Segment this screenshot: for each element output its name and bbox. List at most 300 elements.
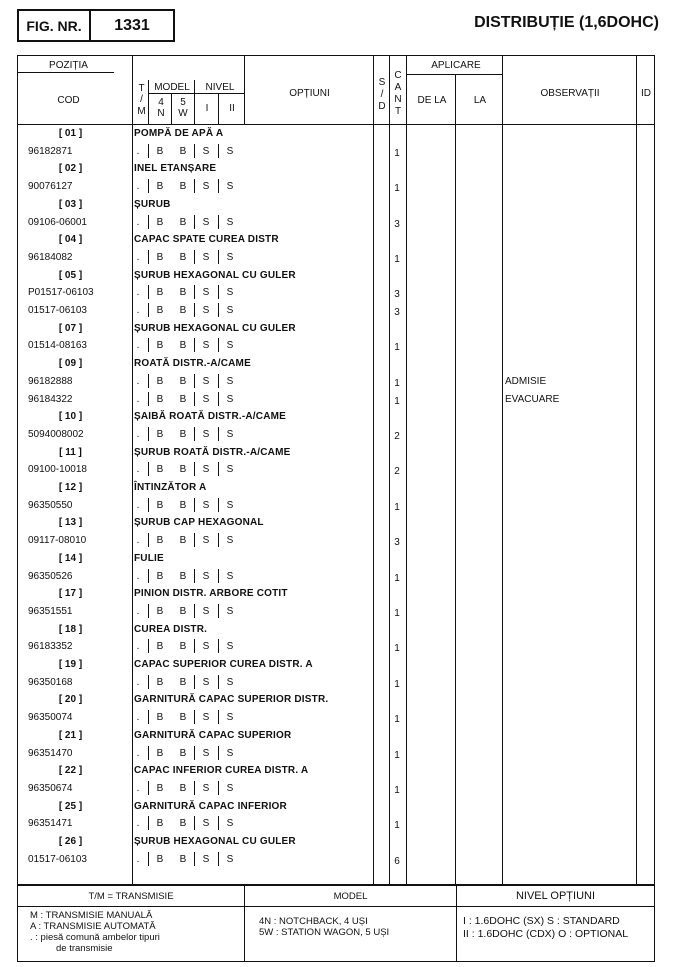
model-5w-flag: B (179, 251, 187, 263)
legend-tm-line: A : TRANSMISIE AUTOMATĂ (30, 921, 156, 932)
cell-separator (218, 710, 219, 724)
cell-separator (194, 250, 195, 264)
quantity: 1 (394, 395, 400, 407)
col-cant-4: T (394, 106, 402, 117)
nivel-ii-flag: S (226, 287, 234, 299)
col-model-n: N (157, 108, 165, 119)
nivel-i-flag: S (202, 340, 210, 352)
cell-separator (218, 374, 219, 388)
col-tm-bot: M (137, 106, 146, 117)
part-description: CUREA DISTR. (134, 623, 208, 635)
col-nivel: NIVEL (205, 82, 235, 93)
part-description: ROATĂ DISTR.-A/CAME (134, 358, 251, 370)
model-4n-flag: B (156, 853, 164, 865)
transmission-flag: . (136, 535, 140, 547)
part-code: 09106-06001 (28, 216, 87, 228)
legend-model-line: 4N : NOTCHBACK, 4 UȘI (259, 916, 368, 927)
nivel-ii-flag: S (226, 251, 234, 263)
cell-separator (218, 427, 219, 441)
part-code: 96183352 (28, 641, 73, 653)
position-number: [ 01 ] (58, 128, 83, 139)
position-number: [ 03 ] (58, 198, 83, 210)
part-description: ȘURUB HEXAGONAL CU GULER (134, 322, 296, 334)
part-code: 96351551 (28, 605, 73, 617)
cell-separator (194, 569, 195, 583)
cell-separator (194, 639, 195, 653)
quantity: 6 (394, 855, 400, 867)
position-number: [ 26 ] (58, 836, 83, 847)
grid-line (194, 80, 195, 124)
model-4n-flag: B (156, 428, 164, 440)
cell-separator (194, 179, 195, 193)
model-4n-flag: B (156, 712, 164, 724)
model-4n-flag: B (156, 570, 164, 582)
quantity: 1 (394, 253, 400, 265)
col-pozitia: POZIȚIA (49, 60, 88, 71)
model-5w-flag: B (179, 712, 187, 724)
nivel-i-flag: S (202, 782, 210, 794)
legend-nivel-line: I : 1.6DOHC (SX) S : STANDARD (463, 915, 620, 927)
cell-separator (148, 533, 149, 547)
quantity: 1 (394, 342, 400, 354)
col-cant-3: N (394, 94, 402, 105)
cell-separator (148, 639, 149, 653)
col-tm-mid: / (140, 94, 143, 105)
model-5w-flag: B (179, 535, 187, 547)
cell-separator (148, 374, 149, 388)
part-code: 96182888 (28, 375, 73, 387)
part-code: 01517-06103 (28, 853, 87, 865)
cell-separator (218, 285, 219, 299)
transmission-flag: . (136, 782, 140, 794)
model-4n-flag: B (156, 145, 164, 157)
nivel-ii-flag: S (226, 535, 234, 547)
model-5w-flag: B (179, 747, 187, 759)
cell-separator (148, 179, 149, 193)
cell-separator (218, 179, 219, 193)
model-5w-flag: B (179, 216, 187, 228)
transmission-flag: . (136, 305, 140, 316)
part-code: 01517-06103 (28, 305, 87, 316)
part-code: 96350526 (28, 570, 73, 582)
cell-separator (148, 569, 149, 583)
cell-separator (218, 533, 219, 547)
transmission-flag: . (136, 676, 140, 688)
legend-model-title: MODEL (333, 891, 368, 902)
col-de-la: DE LA (417, 95, 447, 106)
nivel-i-flag: S (202, 535, 210, 547)
legend-tm-line: . : piesă comună ambelor tipuri (30, 932, 160, 943)
observation: EVACUARE (505, 393, 560, 405)
nivel-ii-flag: S (226, 499, 234, 511)
cell-separator (148, 604, 149, 618)
grid-line (406, 55, 407, 885)
nivel-i-flag: S (202, 464, 210, 476)
cell-separator (218, 569, 219, 583)
legend-tm-line: de transmisie (56, 943, 113, 954)
cell-separator (218, 392, 219, 406)
position-number: [ 19 ] (58, 659, 83, 670)
legend-model-line: 5W : STATION WAGON, 5 UȘI (259, 927, 390, 938)
col-la: LA (473, 95, 487, 106)
part-code: 5094008002 (28, 428, 84, 440)
model-4n-flag: B (156, 499, 164, 511)
quantity: 1 (394, 643, 400, 655)
cell-separator (148, 144, 149, 158)
col-optiuni: OPȚIUNI (289, 88, 330, 99)
nivel-ii-flag: S (226, 305, 234, 316)
cell-separator (194, 675, 195, 689)
part-description: INEL ETANȘARE (134, 163, 217, 175)
quantity: 1 (394, 820, 400, 832)
legend-nivel-title: NIVEL OPȚIUNI (515, 890, 596, 902)
part-description: CAPAC SPATE CUREA DISTR (134, 234, 279, 246)
quantity: 2 (394, 466, 400, 478)
nivel-ii-flag: S (226, 340, 234, 352)
model-4n-flag: B (156, 818, 164, 830)
cell-separator (148, 498, 149, 512)
part-description: ÎNTINZĂTOR A (134, 482, 207, 493)
model-4n-flag: B (156, 605, 164, 617)
col-id: ID (641, 88, 651, 99)
quantity: 1 (394, 607, 400, 619)
legend-tm-line: M : TRANSMISIE MANUALĂ (30, 910, 153, 921)
col-sd-1: S (378, 77, 386, 88)
part-description: GARNITURĂ CAPAC SUPERIOR (134, 729, 292, 741)
nivel-i-flag: S (202, 181, 210, 193)
position-number: [ 25 ] (58, 800, 83, 812)
part-code: 96184082 (28, 251, 73, 263)
part-description: PINION DISTR. ARBORE COTIT (134, 588, 288, 600)
transmission-flag: . (136, 251, 140, 263)
transmission-flag: . (136, 570, 140, 582)
nivel-i-flag: S (202, 145, 210, 157)
nivel-i-flag: S (202, 375, 210, 387)
model-5w-flag: B (179, 464, 187, 476)
transmission-flag: . (136, 818, 140, 830)
grid-line (17, 124, 655, 125)
part-code: 01514-08163 (28, 340, 87, 352)
model-4n-flag: B (156, 251, 164, 263)
model-4n-flag: B (156, 375, 164, 387)
cell-separator (218, 781, 219, 795)
cell-separator (148, 285, 149, 299)
nivel-i-flag: S (202, 499, 210, 511)
model-4n-flag: B (156, 393, 164, 405)
nivel-i-flag: S (202, 641, 210, 653)
legend-nivel-line: II : 1.6DOHC (CDX) O : OPTIONAL (463, 928, 629, 940)
cell-separator (218, 144, 219, 158)
nivel-i-flag: S (202, 570, 210, 582)
part-description: ȘURUB CAP HEXAGONAL (134, 517, 264, 529)
col-model-4: 4 (158, 97, 164, 108)
transmission-flag: . (136, 340, 140, 352)
transmission-flag: . (136, 641, 140, 653)
cell-separator (148, 746, 149, 760)
cell-separator (194, 338, 195, 352)
nivel-ii-flag: S (226, 641, 234, 653)
cell-separator (194, 710, 195, 724)
cell-separator (148, 852, 149, 866)
grid-line (455, 74, 456, 885)
model-4n-flag: B (156, 535, 164, 547)
nivel-ii-flag: S (226, 428, 234, 440)
transmission-flag: . (136, 464, 140, 476)
cell-separator (148, 781, 149, 795)
part-code: 96351470 (28, 747, 73, 759)
part-code: 96182871 (28, 145, 73, 157)
model-4n-flag: B (156, 464, 164, 476)
part-code: 90076127 (28, 181, 73, 193)
model-5w-flag: B (179, 305, 187, 316)
model-4n-flag: B (156, 747, 164, 759)
figure-label: FIG. NR. (19, 11, 91, 40)
col-aplicare: APLICARE (431, 60, 481, 71)
part-code: 96350674 (28, 782, 73, 794)
model-4n-flag: B (156, 216, 164, 228)
model-4n-flag: B (156, 287, 164, 299)
col-sd-3: D (378, 101, 386, 112)
part-description: CAPAC INFERIOR CUREA DISTR. A (134, 765, 309, 777)
cell-separator (148, 338, 149, 352)
grid-line (244, 55, 245, 125)
model-5w-flag: B (179, 782, 187, 794)
part-code: 09100-10018 (28, 464, 87, 476)
model-5w-flag: B (179, 818, 187, 830)
col-nivel-i: I (205, 103, 209, 114)
part-code: 96184322 (28, 393, 73, 405)
cell-separator (218, 338, 219, 352)
cell-separator (218, 250, 219, 264)
quantity: 3 (394, 289, 400, 301)
position-number: [ 20 ] (58, 694, 83, 706)
grid-line (17, 72, 114, 73)
nivel-i-flag: S (202, 305, 210, 316)
grid-line (636, 55, 637, 885)
transmission-flag: . (136, 605, 140, 617)
part-description: ȘAIBĂ ROATĂ DISTR.-A/CAME (134, 411, 287, 423)
model-5w-flag: B (179, 181, 187, 193)
part-code: 96350168 (28, 676, 73, 688)
nivel-ii-flag: S (226, 393, 234, 405)
model-5w-flag: B (179, 428, 187, 440)
quantity: 1 (394, 377, 400, 389)
quantity: 1 (394, 147, 400, 159)
cell-separator (194, 498, 195, 512)
position-number: [ 12 ] (58, 482, 83, 493)
nivel-i-flag: S (202, 216, 210, 228)
position-number: [ 09 ] (58, 358, 83, 370)
part-description: GARNITURĂ CAPAC INFERIOR (134, 800, 287, 812)
nivel-i-flag: S (202, 853, 210, 865)
legend-box (17, 885, 655, 962)
model-5w-flag: B (179, 375, 187, 387)
col-cant-1: C (394, 70, 402, 81)
figure-number-box (17, 9, 175, 42)
nivel-ii-flag: S (226, 464, 234, 476)
quantity: 2 (394, 430, 400, 442)
col-sd-2: / (380, 89, 384, 100)
model-4n-flag: B (156, 641, 164, 653)
quantity: 3 (394, 218, 400, 230)
transmission-flag: . (136, 853, 140, 865)
cell-separator (218, 675, 219, 689)
nivel-i-flag: S (202, 393, 210, 405)
quantity: 3 (394, 307, 400, 318)
model-5w-flag: B (179, 499, 187, 511)
position-number: [ 22 ] (58, 765, 83, 777)
nivel-ii-flag: S (226, 145, 234, 157)
quantity: 1 (394, 749, 400, 761)
col-model: MODEL (154, 82, 190, 93)
position-number: [ 11 ] (59, 446, 82, 458)
transmission-flag: . (136, 181, 140, 193)
cell-separator (218, 303, 219, 317)
part-description: POMPĂ DE APĂ A (134, 128, 224, 139)
grid-line (148, 80, 149, 124)
grid-line (148, 93, 244, 94)
nivel-i-flag: S (202, 287, 210, 299)
cell-separator (148, 303, 149, 317)
quantity: 1 (394, 678, 400, 690)
cell-separator (218, 639, 219, 653)
cell-separator (194, 427, 195, 441)
cell-separator (148, 392, 149, 406)
col-observatii: OBSERVAȚII (540, 88, 600, 99)
nivel-ii-flag: S (226, 605, 234, 617)
cell-separator (148, 675, 149, 689)
position-number: [ 07 ] (58, 322, 83, 334)
model-5w-flag: B (179, 853, 187, 865)
part-description: FULIE (134, 552, 164, 564)
quantity: 1 (394, 784, 400, 796)
transmission-flag: . (136, 216, 140, 228)
cell-separator (218, 462, 219, 476)
nivel-ii-flag: S (226, 216, 234, 228)
model-5w-flag: B (179, 570, 187, 582)
nivel-ii-flag: S (226, 676, 234, 688)
model-4n-flag: B (156, 676, 164, 688)
model-5w-flag: B (179, 605, 187, 617)
part-description: ȘURUB HEXAGONAL CU GULER (134, 269, 296, 281)
cell-separator (148, 427, 149, 441)
nivel-ii-flag: S (226, 818, 234, 830)
position-number: [ 14 ] (58, 552, 83, 564)
part-description: ȘURUB ROATĂ DISTR.-A/CAME (134, 446, 291, 458)
position-number: [ 18 ] (58, 623, 83, 635)
nivel-ii-flag: S (226, 747, 234, 759)
transmission-flag: . (136, 393, 140, 405)
quantity: 1 (394, 572, 400, 584)
position-number: [ 10 ] (58, 411, 83, 423)
grid-line (171, 93, 172, 124)
cell-separator (218, 746, 219, 760)
observation: ADMISIE (505, 375, 547, 387)
part-description: ȘURUB HEXAGONAL CU GULER (134, 836, 296, 847)
grid-line (18, 906, 654, 907)
transmission-flag: . (136, 145, 140, 157)
position-number: [ 13 ] (58, 517, 83, 529)
cell-separator (194, 852, 195, 866)
cell-separator (218, 215, 219, 229)
nivel-i-flag: S (202, 605, 210, 617)
transmission-flag: . (136, 499, 140, 511)
grid-line (502, 55, 503, 885)
nivel-i-flag: S (202, 428, 210, 440)
transmission-flag: . (136, 428, 140, 440)
nivel-ii-flag: S (226, 181, 234, 193)
quantity: 3 (394, 537, 400, 549)
model-5w-flag: B (179, 641, 187, 653)
cell-separator (194, 533, 195, 547)
col-cod: COD (57, 95, 80, 106)
part-description: GARNITURĂ CAPAC SUPERIOR DISTR. (134, 694, 329, 706)
part-code: 96351471 (28, 818, 73, 830)
cell-separator (194, 781, 195, 795)
cell-separator (194, 604, 195, 618)
position-number: [ 05 ] (58, 269, 83, 281)
cell-separator (194, 462, 195, 476)
page-title: DISTRIBUȚIE (1,6DOHC) (474, 14, 659, 31)
cell-separator (148, 462, 149, 476)
quantity: 1 (394, 501, 400, 513)
figure-number: 1331 (114, 16, 150, 34)
cell-separator (148, 215, 149, 229)
col-model-w: W (178, 108, 188, 119)
part-code: 96350074 (28, 712, 73, 724)
nivel-i-flag: S (202, 251, 210, 263)
cell-separator (194, 392, 195, 406)
nivel-i-flag: S (202, 712, 210, 724)
cell-separator (218, 852, 219, 866)
model-5w-flag: B (179, 676, 187, 688)
grid-line (406, 74, 502, 75)
part-code: 09117-08010 (28, 535, 87, 547)
transmission-flag: . (136, 747, 140, 759)
nivel-ii-flag: S (226, 782, 234, 794)
parts-table (17, 55, 655, 885)
cell-separator (218, 604, 219, 618)
quantity: 1 (394, 183, 400, 195)
nivel-i-flag: S (202, 818, 210, 830)
transmission-flag: . (136, 287, 140, 299)
part-code: 96350550 (28, 499, 73, 511)
cell-separator (194, 303, 195, 317)
cell-separator (194, 215, 195, 229)
grid-line (373, 55, 374, 885)
cell-separator (194, 374, 195, 388)
part-description: CAPAC SUPERIOR CUREA DISTR. A (134, 659, 313, 670)
position-number: [ 17 ] (58, 588, 83, 600)
cell-separator (148, 250, 149, 264)
nivel-ii-flag: S (226, 853, 234, 865)
cell-separator (148, 710, 149, 724)
col-tm-top: T (138, 83, 145, 94)
nivel-i-flag: S (202, 747, 210, 759)
model-5w-flag: B (179, 393, 187, 405)
cell-separator (194, 746, 195, 760)
model-5w-flag: B (179, 145, 187, 157)
nivel-ii-flag: S (226, 570, 234, 582)
nivel-ii-flag: S (226, 375, 234, 387)
model-4n-flag: B (156, 305, 164, 316)
model-4n-flag: B (156, 340, 164, 352)
col-nivel-ii: II (229, 103, 235, 114)
part-code: P01517-06103 (28, 287, 94, 299)
nivel-i-flag: S (202, 676, 210, 688)
position-number: [ 04 ] (58, 234, 83, 246)
cell-separator (194, 816, 195, 830)
